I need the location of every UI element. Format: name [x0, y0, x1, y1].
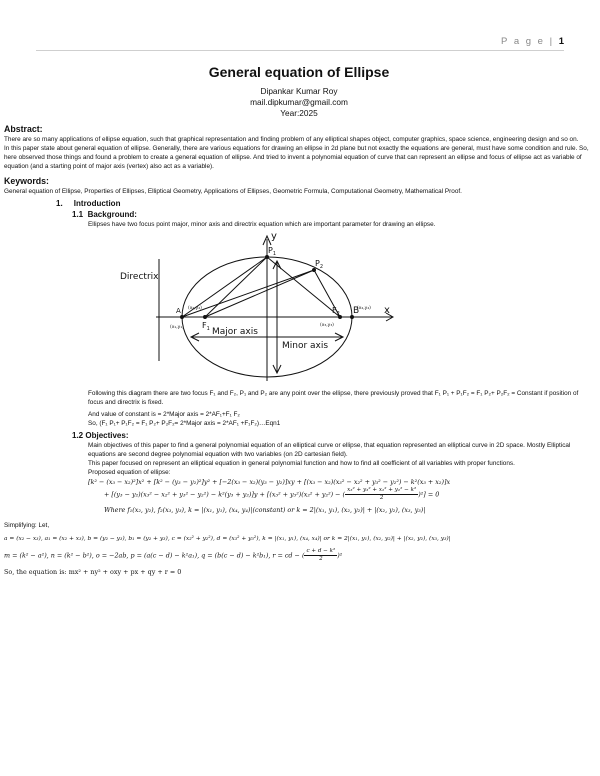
equation-line-2: + [(y₃ − y₂)(x₃² − x₂² + y₃² − y₂²) − k²(y₃ + y₂)]y + [(x₃² + y₃²)(x₂² + y₂²) − ( $\frac{\text{x₃² + y₃² + x₂² + y₂² − k²}}{2}$ )²] = 0 — [104, 487, 440, 501]
p2-label: $P_2$ — [315, 259, 324, 270]
objectives-paragraph-2: This paper focused on represent an elliptical equation in general polynomial function and how to find all coefficient of all variables with proper functions. — [88, 460, 515, 467]
subsection-number: 1.1 — [72, 210, 84, 219]
abstract-paragraph-1: There are so many applications of ellipse equation, such that graphical representation and finding problem of any elliptical shapes object, computer graphics, space science, engineering design and so on. — [4, 136, 579, 143]
author-email: mail.dipkumar@gmail.com — [250, 97, 348, 107]
author-name: Dipankar Kumar Roy — [260, 86, 338, 96]
diagram-explanation-3: So, (F₁ P₁+ P₁F₂ = F₁ P₂+ P₂F₂= 2*Major axis = 2*AF₁ +F₁F₂)…Eqn1 — [88, 420, 281, 427]
page-header — [501, 36, 564, 47]
objectives-paragraph-1: Main objectives of this paper to find a general polynomial equation of an elliptical curve or ellipse, that equation represented an elliptical curve in 2D space. Mostly Elliptical equations are second degree polynomial equation with two variables (on 2D cartesian field). — [88, 442, 571, 458]
diagram-explanation-1: Following this diagram there are two focus F₁ and F₂, P₁ and P₂ are any point over the ellipse, there previously proved that F₁ P₁ + P₁F₂ = F₁ P₂+ P₂F₂ = Constant if position of focus and directrix is fixed. — [88, 390, 579, 406]
major-axis-label: Major axis — [212, 327, 258, 337]
page-label: P a g e — [501, 36, 545, 47]
keywords-heading: Keywords: — [4, 176, 49, 186]
subsection-number: 1.2 — [72, 431, 84, 440]
minor-axis-label: Minor axis — [282, 341, 329, 351]
f2-label: $F_2$ — [332, 306, 340, 317]
equation-fraction: $\frac{\text{x₃² + y₃² + x₂² + y₂² − k²}}{2}$ — [347, 487, 417, 501]
subsection-background-heading — [72, 209, 594, 220]
ellipse-diagram-svg — [104, 229, 394, 389]
point-p1 — [265, 255, 269, 259]
abstract-heading: Abstract: — [4, 124, 43, 134]
a-label: A — [176, 307, 181, 315]
point-f1 — [203, 315, 207, 319]
abstract-paragraph-2: In this paper state about general equation of ellipse. Generally, there are various equations for drawing an ellipse in 2d plane but not exactly the equations are general, must have some condition and rule. So, here observed those things and found a problem to create a general equation of ellipse. And tried to invent a polynomial equation of curve that can represent an ellipse and focus of ellipse act as variable of equation (and a starting point of major axis (vertex) also act as a variable). — [4, 145, 589, 170]
subsection-title: Background: — [87, 210, 137, 219]
publication-year: Year:2025 — [280, 108, 318, 118]
directrix-label: Directrix — [120, 272, 159, 282]
f1-label: $F_1$ — [202, 321, 210, 332]
background-text: Ellipses have two focus point major, minor axis and directrix equation which are important parameter for drawing an ellipse. — [88, 221, 436, 228]
subsection-objectives-heading — [72, 430, 594, 441]
page-number: 1 — [558, 36, 564, 47]
p1-label: $P_1$ — [268, 246, 277, 257]
let-line-2: m = (k² − a²), n = (k² − b²), o = −2ab, p = (a(c − d) − k²a₁), q = (b(c − d) − k²b₁), r = cd − ( $\frac{\text{c + d − k²}}{2}$ )² — [4, 548, 343, 562]
section-title: Introduction — [73, 199, 121, 208]
point-a — [180, 315, 184, 319]
x-axis-label: x — [384, 305, 390, 316]
b-label: B — [353, 306, 360, 316]
section-number: 1. — [56, 199, 63, 208]
a-coordinate: (x₂,y₂) — [188, 306, 202, 311]
point-p2 — [312, 268, 316, 272]
diagram-explanation-2: And value of constant is = 2*Major axis = 2*AF₁+F₁ F₂ — [88, 411, 240, 418]
final-equation: So, the equation is: mx² + ny² + oxy + px + qy + r = 0 — [4, 568, 182, 576]
f1-coordinate: (x₁,y₁) — [170, 325, 184, 330]
ellipse-diagram — [104, 229, 394, 389]
b-coordinate: (x₄,y₄) — [357, 306, 371, 311]
subsection-title: Objectives: — [85, 431, 129, 440]
y-axis-label: y — [271, 231, 277, 242]
paper-content — [4, 64, 594, 577]
paper-title: General equation of Ellipse — [208, 64, 390, 80]
simplifying-label: Simplifying: Let, — [4, 522, 50, 529]
page-separator: | — [549, 36, 555, 47]
line-f1-p2 — [205, 270, 314, 317]
let-line-1: a = (x₂ − x₃), a₁ = (x₂ + x₃), b = (y₂ − y₃), b₁ = (y₂ + y₃), c = (x₂² + y₂²), d = (x₃² + y₃²), k = |(x₁, y₁), (x₄, x₄)| or k = 2|(x₁, y₁), (x₂, y₂)| + |(x₂, y₂), (x₃, y₃)| — [4, 536, 451, 542]
line-p1-f2 — [267, 257, 340, 317]
header-rule — [36, 50, 564, 51]
proposed-equation-label: Proposed equation of ellipse: — [88, 469, 171, 476]
section-introduction-heading — [56, 198, 594, 209]
f2-coordinate: (x₃,y₃) — [320, 323, 334, 328]
equation-line-1: [k² − (x₃ − x₂)²]x² + [k² − (y₃ − y₂)²]y² + [−2(x₃ − x₂)(y₃ − y₂)]xy + [(x₃ − x₂)(x₃² − x₂² + y₃² − y₂²) − k²(x₃ + x₂)]x — [88, 478, 451, 486]
keywords-text: General equation of Ellipse, Properties of Ellipses, Elliptical Geometry, Applications of Ellipses, Geometric Formula, Computational Geometry, Mathematical Proof. — [4, 188, 462, 195]
let-fraction: $\frac{\text{c + d − k²}}{2}$ — [306, 548, 336, 562]
equation-where: Where f₁(x₂, y₂), f₂(x₃, y₃), k = |(x₁, y₁), (x₄, y₄)|(constant) or k = 2|(x₁, y₁), (x₂, y₂)| + |(x₂, y₂), (x₃, y₃)| — [104, 506, 426, 514]
line-f1-p1 — [205, 257, 267, 317]
